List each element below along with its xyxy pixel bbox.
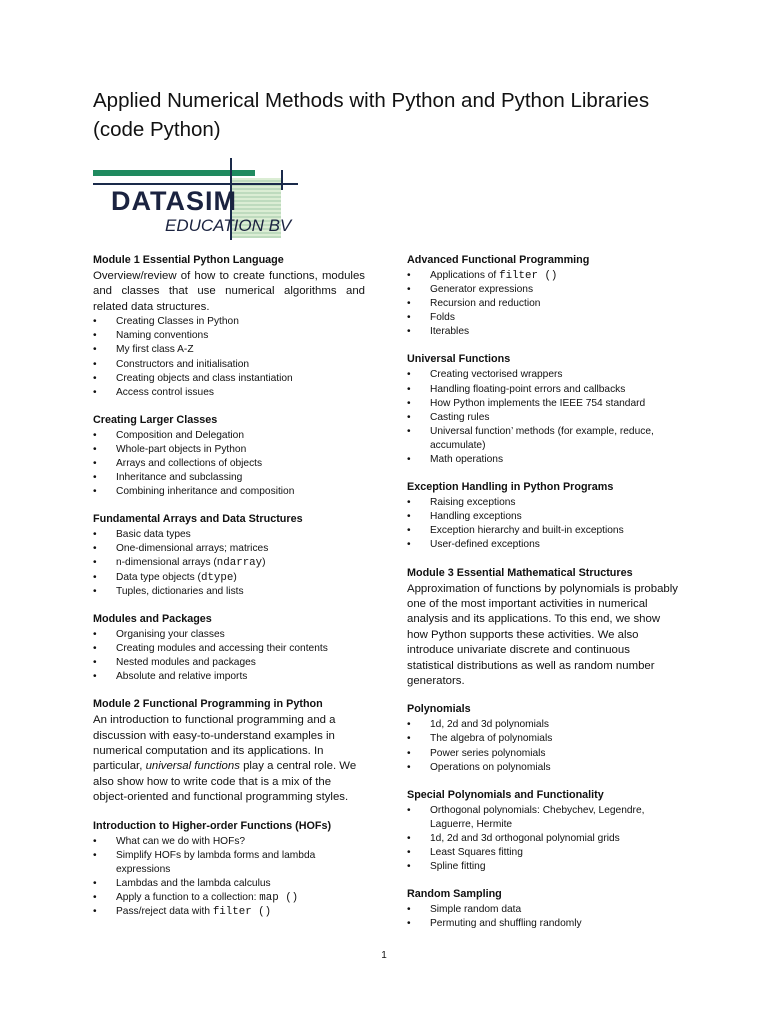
list-item bbox=[407, 283, 679, 297]
section bbox=[407, 480, 679, 552]
item-text: Pass/reject data with bbox=[116, 906, 213, 917]
list-item: • Orthogonal polynomials: Chebychev, Legendre, Laguerre, Hermite bbox=[407, 804, 679, 832]
list-item: • Casting rules bbox=[407, 411, 679, 425]
logo-vertical-tick bbox=[281, 170, 283, 190]
section-paragraph bbox=[93, 713, 365, 805]
section bbox=[93, 819, 365, 920]
bullet-list bbox=[407, 718, 679, 774]
section-paragraph: Approximation of functions by polynomials is probably one of the most important activities in numerical analysis and its applications. To this end, we show how Python supports these activities. We also introduce univariate discrete and continuous statistical distributions as well as random number generators. bbox=[407, 582, 678, 687]
list-item: • Universal function’ methods (for example, reduce, accumulate) bbox=[407, 425, 679, 453]
list-item bbox=[93, 528, 365, 542]
list-item: • Absolute and relative imports bbox=[93, 670, 365, 684]
list-item: • Inheritance and subclassing bbox=[93, 471, 365, 485]
list-item bbox=[407, 311, 679, 325]
list-item: • Spline fitting bbox=[407, 860, 679, 874]
bullet-list bbox=[93, 528, 365, 598]
bullet-list bbox=[93, 429, 365, 499]
section bbox=[407, 253, 679, 339]
list-item bbox=[93, 905, 365, 919]
section-title: Introduction to Higher-order Functions (HOFs) bbox=[93, 819, 332, 832]
list-item: • Exception hierarchy and built-in exceptions bbox=[407, 524, 679, 538]
list-item bbox=[93, 891, 365, 905]
logo-subtitle: EDUCATION BV bbox=[165, 216, 292, 235]
item-text: Apply a function to a collection: bbox=[116, 891, 260, 903]
list-item: • Raising exceptions bbox=[407, 496, 679, 510]
item-text: n-dimensional arrays ( bbox=[116, 557, 217, 569]
bullet-list bbox=[407, 269, 679, 339]
section-title: Modules and Packages bbox=[93, 612, 212, 625]
page-number: 1 bbox=[381, 950, 387, 961]
bullet-list bbox=[407, 903, 679, 931]
section-paragraph: Overview/review of how to create functions, modules and classes that use numerical algorithms and related data structures. bbox=[93, 270, 365, 313]
list-item: • Organising your classes bbox=[93, 628, 365, 642]
section bbox=[407, 566, 679, 690]
section bbox=[93, 697, 365, 805]
list-item: • Whole-part objects in Python bbox=[93, 443, 365, 457]
page-title: Applied Numerical Methods with Python and Python Libraries (code Python) bbox=[93, 89, 650, 141]
section-title: Exception Handling in Python Programs bbox=[407, 481, 614, 494]
list-item: • User-defined exceptions bbox=[407, 538, 679, 552]
list-item: • 1d, 2d and 3d polynomials bbox=[407, 718, 679, 732]
bullet-list bbox=[93, 315, 365, 400]
section bbox=[93, 612, 365, 684]
item-text: What can we do with HOFs? bbox=[116, 835, 246, 847]
list-item bbox=[93, 849, 365, 877]
section bbox=[407, 352, 679, 467]
list-item: • Composition and Delegation bbox=[93, 429, 365, 443]
section-title: Module 2 Functional Programming in Python bbox=[93, 698, 323, 711]
item-text: Recursion and reduction bbox=[430, 298, 541, 310]
list-item: • 1d, 2d and 3d orthogonal polynomial grids bbox=[407, 832, 679, 846]
section-title: Universal Functions bbox=[407, 353, 511, 366]
list-item: • Creating modules and accessing their contents bbox=[93, 642, 365, 656]
list-item: • Simple random data bbox=[407, 903, 679, 917]
list-item bbox=[93, 556, 365, 570]
paragraph-fragment: An introduction to functional programming and a discussion with easy-to-understand examples in numerical computation and its applications. In particular, bbox=[93, 714, 336, 773]
item-code: ndarray bbox=[216, 557, 263, 570]
item-text: Data type objects ( bbox=[116, 571, 201, 583]
list-item: • Operations on polynomials bbox=[407, 761, 679, 775]
list-item: • Nested modules and packages bbox=[93, 656, 365, 670]
list-item: • How Python implements the IEEE 754 standard bbox=[407, 397, 679, 411]
section bbox=[93, 413, 365, 499]
list-item: • Constructors and initialisation bbox=[93, 358, 365, 372]
list-item bbox=[93, 542, 365, 556]
list-item bbox=[407, 297, 679, 311]
section-title: Creating Larger Classes bbox=[93, 413, 218, 426]
datasim-logo bbox=[93, 158, 303, 240]
section-title: Polynomials bbox=[407, 703, 471, 716]
bullet-list bbox=[407, 368, 679, 467]
list-item: • Least Squares fitting bbox=[407, 846, 679, 860]
item-text: Lambdas and the lambda calculus bbox=[116, 877, 271, 889]
logo-wordmark: DATASIM bbox=[111, 186, 237, 216]
item-code: filter () bbox=[212, 906, 272, 918]
section-title: Special Polynomials and Functionality bbox=[407, 788, 604, 801]
list-item: • Creating Classes in Python bbox=[93, 315, 365, 329]
item-text: Simplify HOFs by lambda forms and lambda expressions bbox=[116, 849, 316, 875]
list-item: • Naming conventions bbox=[93, 329, 365, 343]
bullet-list bbox=[407, 804, 679, 874]
item-text: Basic data types bbox=[116, 529, 191, 541]
section bbox=[407, 788, 679, 874]
list-item: • Arrays and collections of objects bbox=[93, 457, 365, 471]
item-text-after: ) bbox=[262, 557, 266, 569]
bullet-list bbox=[407, 496, 679, 552]
item-text: One-dimensional arrays; matrices bbox=[116, 543, 269, 555]
paragraph-fragment: play a central role. We also show how to write code that is a mix of the object-oriented and functional programming styles. bbox=[93, 760, 357, 804]
section-title: Module 3 Essential Mathematical Structures bbox=[407, 566, 633, 579]
item-text: Folds bbox=[430, 312, 455, 324]
list-item: • Permuting and shuffling randomly bbox=[407, 917, 679, 931]
list-item: • Power series polynomials bbox=[407, 747, 679, 761]
item-text: Applications of bbox=[430, 270, 500, 281]
list-item bbox=[93, 585, 365, 599]
list-item: • Access control issues bbox=[93, 386, 365, 400]
item-text: Tuples, dictionaries and lists bbox=[116, 585, 244, 597]
item-text: Iterables bbox=[430, 326, 470, 338]
list-item bbox=[93, 835, 365, 849]
list-item: • Handling exceptions bbox=[407, 510, 679, 524]
paragraph-fragment: universal functions bbox=[145, 760, 240, 773]
list-item bbox=[407, 325, 679, 339]
list-item: • Combining inheritance and composition bbox=[93, 485, 365, 499]
logo-rule bbox=[93, 183, 298, 185]
item-text-after: ) bbox=[233, 571, 237, 583]
list-item: • Handling floating-point errors and callbacks bbox=[407, 383, 679, 397]
list-item bbox=[93, 571, 365, 585]
section bbox=[93, 512, 365, 598]
list-item bbox=[93, 877, 365, 891]
list-item: • My first class A-Z bbox=[93, 343, 365, 357]
item-code: filter () bbox=[499, 270, 558, 282]
item-code: map () bbox=[259, 891, 299, 904]
section bbox=[407, 702, 679, 774]
section-title: Module 1 Essential Python Language bbox=[93, 254, 284, 266]
bullet-list bbox=[93, 628, 365, 684]
item-text: Generator expressions bbox=[430, 284, 534, 296]
list-item bbox=[407, 269, 679, 283]
list-item: • Creating objects and class instantiation bbox=[93, 372, 365, 386]
item-code: dtype bbox=[200, 571, 234, 584]
section bbox=[407, 887, 679, 931]
list-item: • Math operations bbox=[407, 453, 679, 467]
section-title: Random Sampling bbox=[407, 888, 502, 901]
list-item: • The algebra of polynomials bbox=[407, 732, 679, 746]
bullet-list bbox=[93, 835, 365, 920]
list-item: • Creating vectorised wrappers bbox=[407, 368, 679, 382]
right-column bbox=[407, 253, 679, 944]
section bbox=[93, 253, 365, 400]
section-title: Fundamental Arrays and Data Structures bbox=[93, 513, 303, 526]
left-column bbox=[93, 253, 365, 932]
section-title: Advanced Functional Programming bbox=[407, 254, 590, 266]
